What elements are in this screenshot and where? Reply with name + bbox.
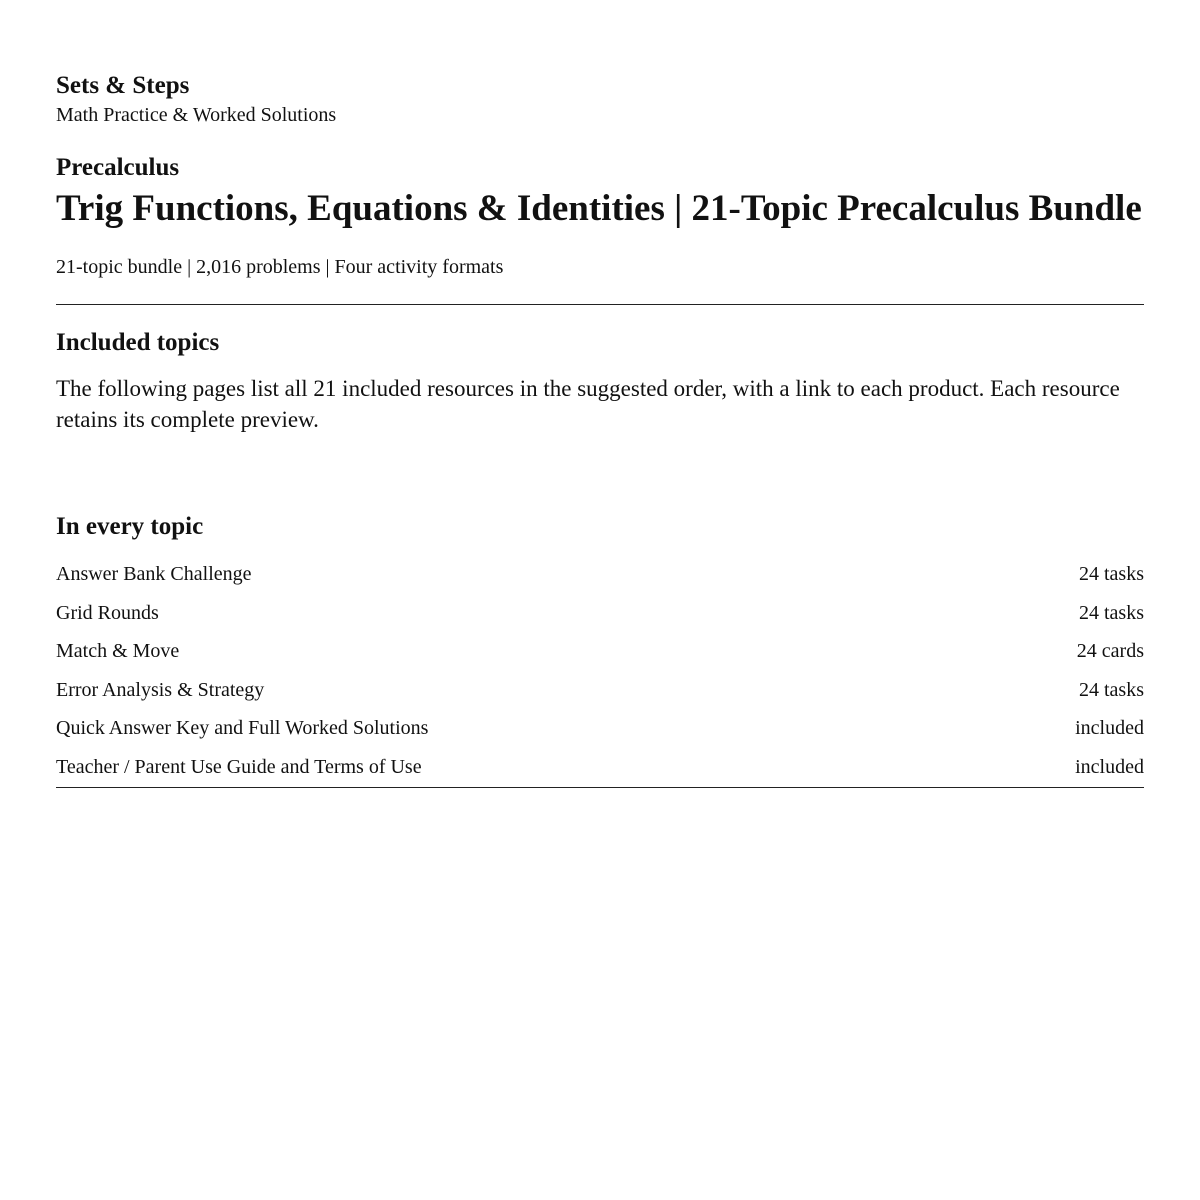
brand-header xyxy=(56,70,1144,128)
list-item xyxy=(56,555,1144,594)
item-label: Match & Move xyxy=(56,640,180,663)
item-label: Grid Rounds xyxy=(56,601,159,624)
item-value: included xyxy=(1075,717,1144,740)
subject-label: Precalculus xyxy=(56,154,180,181)
item-label: Teacher / Parent Use Guide and Terms of Use xyxy=(56,755,422,778)
every-topic-heading: In every topic xyxy=(56,513,204,540)
item-value: 24 tasks xyxy=(1079,563,1144,585)
list-item xyxy=(56,671,1144,710)
item-value: 24 tasks xyxy=(1079,678,1144,701)
item-label: Error Analysis & Strategy xyxy=(56,678,265,701)
every-topic-section xyxy=(56,511,1144,788)
list-item xyxy=(56,748,1144,787)
product-meta: 21-topic bundle | 2,016 problems | Four activity formats xyxy=(56,256,504,278)
included-topics-section xyxy=(56,327,1144,435)
list-item xyxy=(56,594,1144,633)
item-value: 24 cards xyxy=(1076,640,1144,663)
item-value: included xyxy=(1075,755,1144,778)
top-divider xyxy=(56,304,1144,305)
every-topic-list xyxy=(56,555,1144,787)
list-item xyxy=(56,709,1144,748)
brand-name: Sets & Steps xyxy=(56,72,190,99)
included-topics-description: The following pages list all 21 included resources in the suggested order, with a link to each product. Each resource retains its complete preview. xyxy=(56,376,1120,432)
item-label: Answer Bank Challenge xyxy=(56,563,252,585)
bottom-divider xyxy=(56,787,1144,788)
item-label: Quick Answer Key and Full Worked Solutions xyxy=(56,717,429,740)
item-value: 24 tasks xyxy=(1079,601,1144,624)
page-title: Trig Functions, Equations & Identities | 21-Topic Precalculus Bundle xyxy=(56,188,1142,229)
brand-tagline: Math Practice & Worked Solutions xyxy=(56,104,337,126)
included-topics-heading: Included topics xyxy=(56,329,220,356)
list-item xyxy=(56,632,1144,671)
